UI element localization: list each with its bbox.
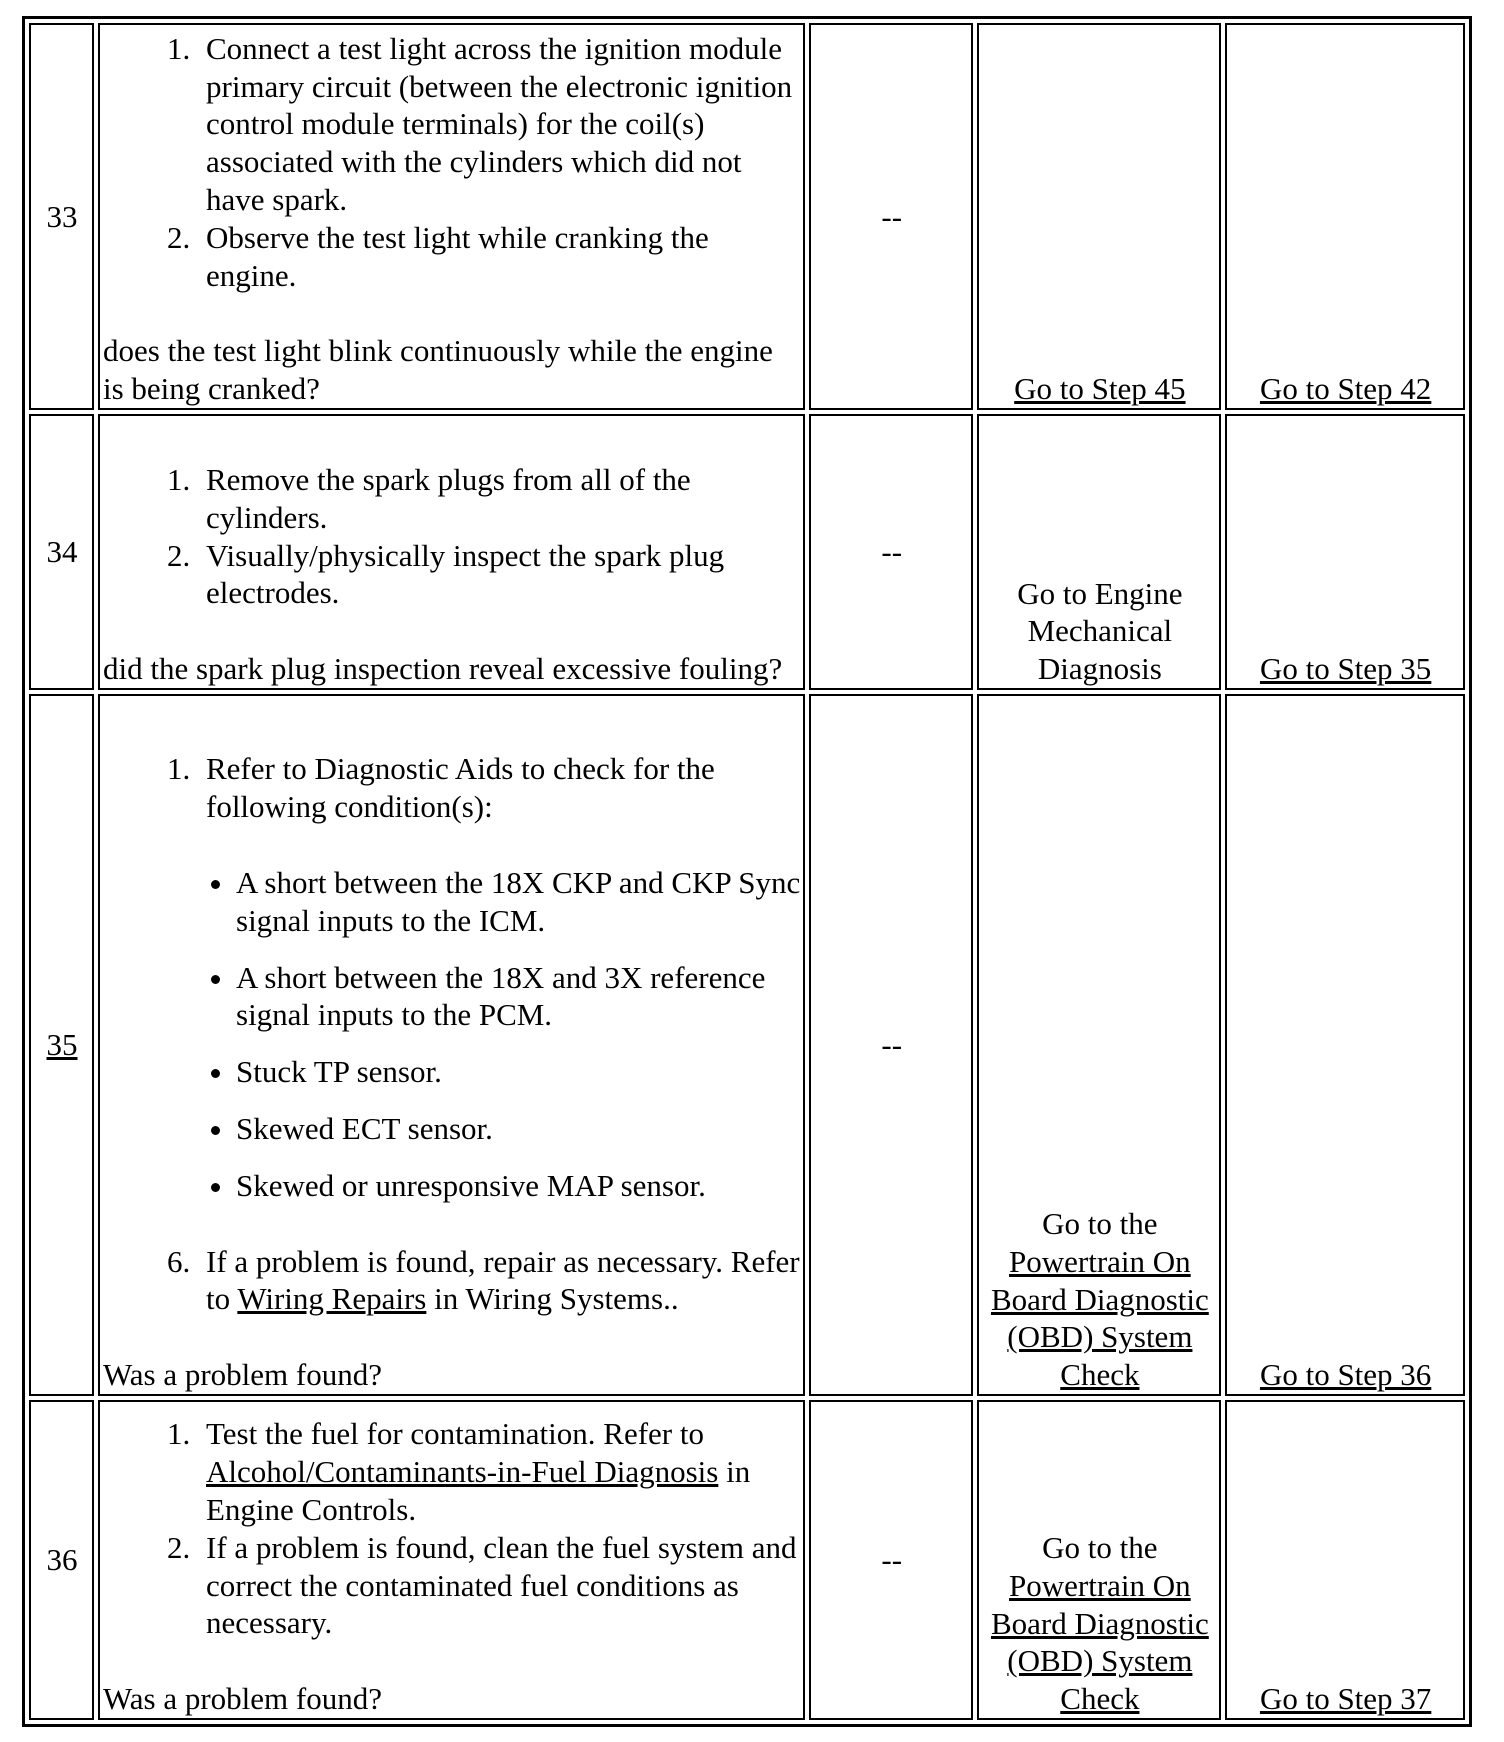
action-cell [98, 694, 805, 1396]
step-number [29, 694, 94, 1396]
no-cell [1225, 23, 1465, 410]
yes-text: Go to the [1042, 1205, 1158, 1241]
action-step [198, 1243, 801, 1319]
obd-system-check-link[interactable]: Powertrain On Board Diagnostic (OBD) System Check [990, 1567, 1209, 1717]
no-cell [1225, 1400, 1465, 1720]
action-step [198, 1415, 801, 1528]
step-number-link[interactable]: 35 [46, 1027, 78, 1063]
yes-cell [977, 23, 1221, 410]
condition-list [206, 864, 801, 1205]
action-cell [98, 414, 805, 690]
action-step-text: in Wiring Systems.. [434, 1281, 679, 1317]
question: did the spark plug inspection reveal excessive fouling? [103, 651, 783, 687]
action-step-text: Test the fuel for contamination. Refer to [206, 1416, 704, 1452]
action-step [198, 750, 801, 1204]
yes-cell [977, 1400, 1221, 1720]
list-item: • Stuck TP sensor. [236, 1053, 801, 1091]
fuel-diagnosis-link[interactable]: Alcohol/Contaminants-in-Fuel Diagnosis [206, 1454, 719, 1490]
step-number: 36 [29, 1400, 94, 1720]
value-cell: -- [809, 414, 974, 690]
action-step: 2. If a problem is found, clean the fuel system and correct the contaminated fuel conditions as necessary. [198, 1529, 801, 1642]
question: does the test light blink continuously while the engine is being cranked? [103, 333, 773, 407]
question: Was a problem found? [103, 1357, 382, 1393]
list-item: • Skewed or unresponsive MAP sensor. [236, 1167, 801, 1205]
diagnostic-table-container [22, 16, 1472, 1727]
table-row [29, 23, 1465, 410]
list-item: • Skewed ECT sensor. [236, 1110, 801, 1148]
go-to-step-link[interactable]: Go to Step 45 [1014, 371, 1186, 407]
no-cell [1225, 414, 1465, 690]
list-item: • A short between the 18X CKP and CKP Sync signal inputs to the ICM. [236, 864, 801, 940]
action-steps [103, 1415, 801, 1642]
action-cell [98, 1400, 805, 1720]
value-cell: -- [809, 23, 974, 410]
action-step: 1. Remove the spark plugs from all of the cylinders. [198, 461, 801, 537]
yes-cell: Go to Engine Mechanical Diagnosis [977, 414, 1221, 690]
action-step-text: Refer to Diagnostic Aids to check for the following condition(s): [206, 751, 715, 825]
action-step: 2. Observe the test light while cranking the engine. [198, 219, 801, 295]
action-step-text: in Engine Controls. [206, 1454, 751, 1527]
wiring-repairs-link[interactable]: Wiring Repairs [237, 1281, 427, 1317]
table-row [29, 694, 1465, 1396]
table-row [29, 1400, 1465, 1720]
action-step: 1. Connect a test light across the ignition module primary circuit (between the electronic ignition control module terminals) for the coil(s) associated with the cylinders which did not have spark. [198, 30, 801, 219]
list-item: • A short between the 18X and 3X reference signal inputs to the PCM. [236, 959, 801, 1035]
value-cell: -- [809, 1400, 974, 1720]
action-steps [103, 750, 801, 1318]
value-cell: -- [809, 694, 974, 1396]
no-cell [1225, 694, 1465, 1396]
yes-cell [977, 694, 1221, 1396]
table-row [29, 414, 1465, 690]
action-step: 2. Visually/physically inspect the spark plug electrodes. [198, 537, 801, 613]
action-steps [103, 30, 801, 295]
question: Was a problem found? [103, 1681, 382, 1717]
action-steps [103, 461, 801, 612]
go-to-step-link[interactable]: Go to Step 42 [1259, 371, 1432, 407]
step-number: 33 [29, 23, 94, 410]
go-to-step-link[interactable]: Go to Step 37 [1259, 1681, 1432, 1717]
yes-text: Go to the [1042, 1529, 1158, 1565]
action-cell [98, 23, 805, 410]
go-to-step-link[interactable]: Go to Step 36 [1259, 1357, 1432, 1393]
obd-system-check-link[interactable]: Powertrain On Board Diagnostic (OBD) System Check [990, 1243, 1209, 1393]
step-number: 34 [29, 414, 94, 690]
go-to-step-link[interactable]: Go to Step 35 [1259, 651, 1432, 687]
diagnostic-table [22, 16, 1472, 1727]
action-step-text: If a problem is found, repair as necessary. Refer to [206, 1243, 800, 1317]
